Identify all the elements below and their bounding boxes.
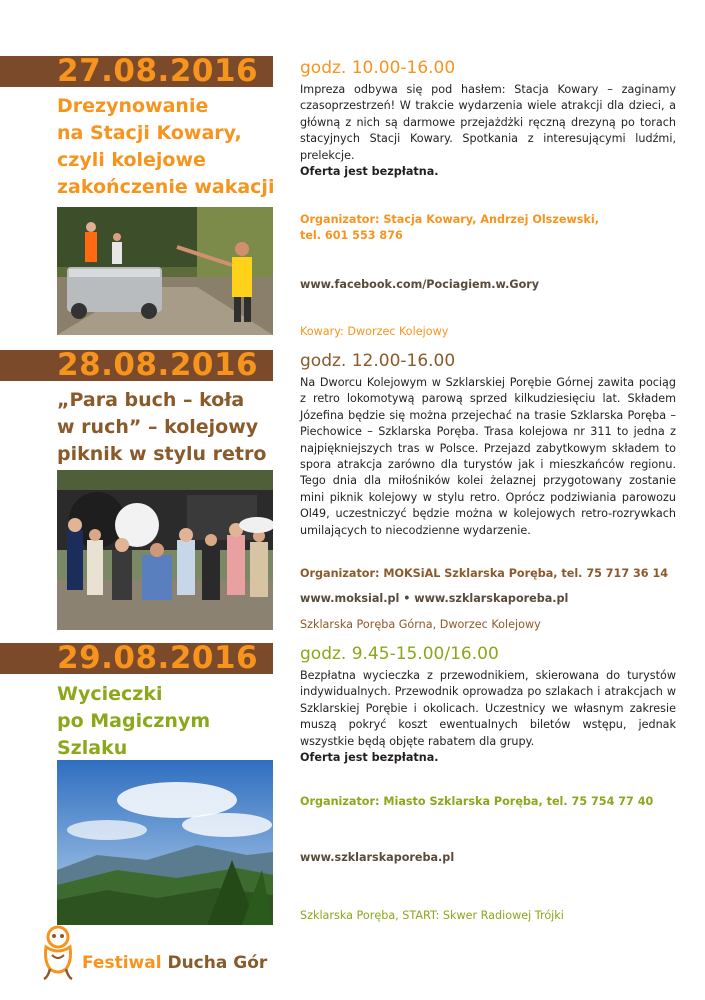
railway-handcar-photo xyxy=(57,207,273,335)
brand-part-1: Festiwal xyxy=(82,953,162,973)
festival-brand xyxy=(82,953,267,973)
event-date-2: 28.08.2016 xyxy=(57,347,259,383)
event-description-2 xyxy=(300,375,676,539)
event-title-1 xyxy=(57,93,277,201)
date-band-3 xyxy=(0,640,273,676)
date-band-2 xyxy=(0,347,273,383)
organizer-line: Organizator: Miasto Szklarska Poręba, tel. 75 754 77 40 xyxy=(300,795,654,808)
spirit-mascot-icon xyxy=(40,925,76,981)
description-text: Na Dworcu Kolejowym w Szklarskiej Porębie Górnej zawita pociąg z retro lokomotywą parową sprzed kilkudziesięciu lat. Składem Józefina będzie się można przejechać na trasie Szklarska Poręba – Piechowice – Szklarska Poręba. Trasa kolejowa nr 311 to jedna z najpiękniejszych tras w Polsce. Przejazd zabytkowym składem to spora atrakcja zarówno dla turystów jak i mieszkańców regionu. Tego dnia dla miłośników kolei żelaznej przygotowany zostanie mini piknik kolejowy w stylu retro. Oprócz podziwiania parowozu Ol49, uczestniczyć będzie można w kolejowych retro-rozrywkach umilających to niecodzienne wydarzenie. xyxy=(300,376,676,537)
description-text: Bezpłatna wycieczka z przewodnikiem, skierowana do turystów indywidualnych. Przewodnik oprowadza po szlakach i atrakcjach w Szklarskiej Porębie i okolicach. Uczestnicy we własnym zakresie muszą pokryć koszt ewentualnych biletów wstępu, jednak wszystkie będą objęte rabatem dla grupy. xyxy=(300,669,676,748)
event-date-3: 29.08.2016 xyxy=(57,640,259,676)
event-place-1: Kowary: Dworzec Kolejowy xyxy=(300,325,449,338)
event-website-3[interactable]: www.szklarskaporeba.pl xyxy=(300,851,455,864)
title-line: w ruch” – kolejowy xyxy=(57,416,259,438)
title-line: „Para buch – koła xyxy=(57,389,245,411)
event-description-3 xyxy=(300,668,676,766)
event-organizer-1 xyxy=(300,212,680,244)
title-line: piknik w stylu retro xyxy=(57,443,267,465)
date-band-1 xyxy=(0,53,273,89)
free-offer-note: Oferta jest bezpłatna. xyxy=(300,751,439,765)
event-time-3: godz. 9.45-15.00/16.00 xyxy=(300,644,499,664)
title-line: zakończenie wakacji xyxy=(57,176,275,198)
event-date-1: 27.08.2016 xyxy=(57,53,259,89)
title-line: Wycieczki xyxy=(57,683,163,705)
event-place-2: Szklarska Poręba Górna, Dworzec Kolejowy xyxy=(300,618,541,631)
retro-picnic-photo xyxy=(57,470,273,630)
mountain-landscape-photo xyxy=(57,760,273,925)
event-website-1[interactable]: www.facebook.com/Pociagiem.w.Gory xyxy=(300,278,540,291)
event-organizer-2 xyxy=(300,566,680,582)
event-description-1 xyxy=(300,82,676,180)
event-time-1: godz. 10.00-16.00 xyxy=(300,58,456,78)
organizer-line: tel. 601 553 876 xyxy=(300,229,403,242)
title-line: czyli kolejowe xyxy=(57,149,206,171)
description-text: Impreza odbywa się pod hasłem: Stacja Kowary – zaginamy czasoprzestrzeń! W trakcie wydarzenia wiele atrakcji dla dzieci, a główną z nich są darmowe przejażdżki ręczną drezyną po torach stacyjnych Stacji Kowary. Spotkania z interesującymi ludźmi, prelekcje. xyxy=(300,83,676,162)
event-organizer-3 xyxy=(300,794,680,810)
title-line: po Magicznym Szlaku xyxy=(57,710,211,759)
event-time-2: godz. 12.00-16.00 xyxy=(300,351,456,371)
brand-part-2: Ducha Gór xyxy=(167,953,268,973)
festival-footer xyxy=(40,925,300,985)
free-offer-note: Oferta jest bezpłatna. xyxy=(300,165,439,179)
event-website-2[interactable]: www.moksial.pl • www.szklarskaporeba.pl xyxy=(300,592,569,605)
event-place-3: Szklarska Poręba, START: Skwer Radiowej Trójki xyxy=(300,909,564,922)
title-line: Drezynowanie xyxy=(57,95,209,117)
title-line: na Stacji Kowary, xyxy=(57,122,242,144)
organizer-line: Organizator: MOKSiAL Szklarska Poręba, tel. 75 717 36 14 xyxy=(300,567,669,580)
event-title-2 xyxy=(57,387,277,468)
organizer-line: Organizator: Stacja Kowary, Andrzej Olszewski, xyxy=(300,213,599,226)
